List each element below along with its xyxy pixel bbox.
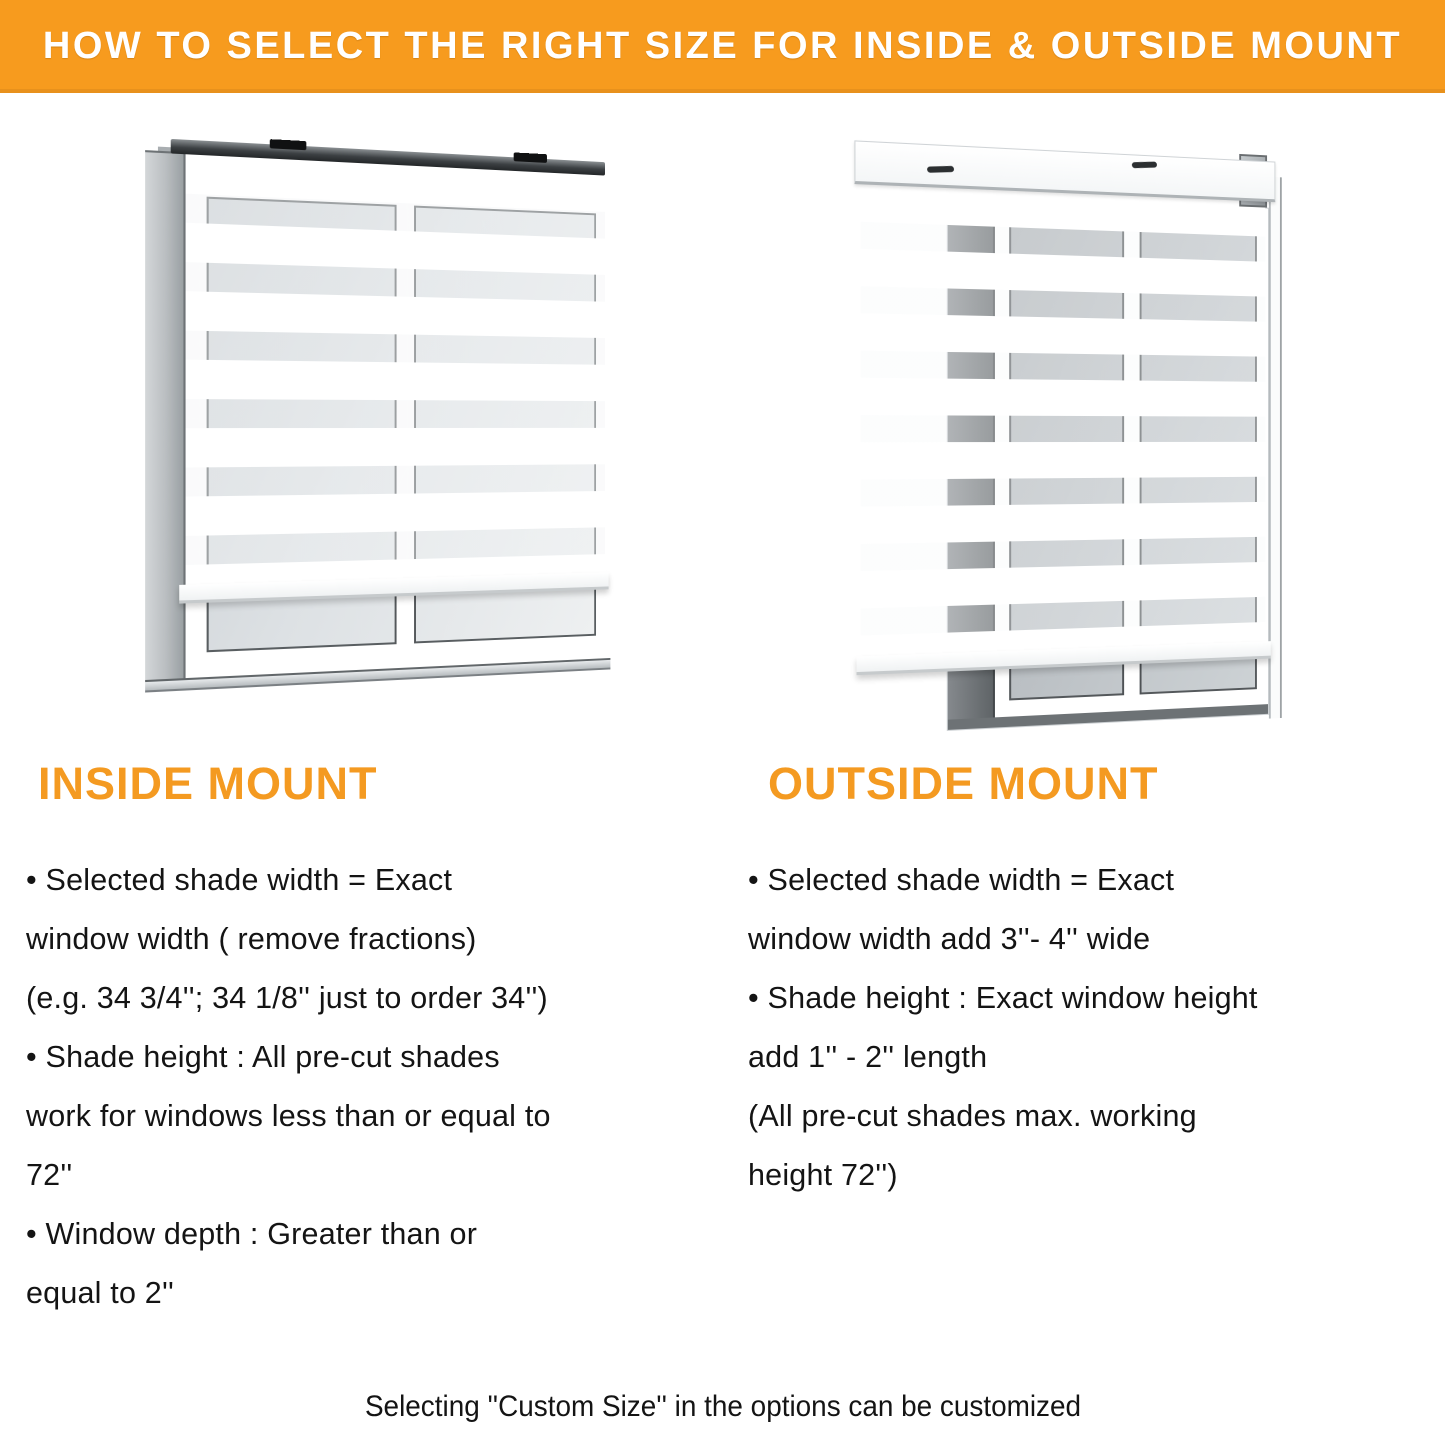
bullet-line: • Selected shade width = Exact	[26, 863, 453, 897]
inside-mount-heading: INSIDE MOUNT	[38, 758, 378, 809]
bullet-line: • Selected shade width = Exact	[748, 863, 1175, 897]
outside-mount-illustration	[854, 126, 1298, 750]
shade-fabric-stripes	[186, 154, 605, 584]
bullet-line: • Shade height : All pre-cut shades	[26, 1040, 500, 1074]
outside-mount-text	[748, 851, 1438, 1205]
screw-slot	[1132, 162, 1157, 169]
bullet-line: • Shade height : Exact window height	[748, 981, 1258, 1015]
bullet-line: 72''	[26, 1158, 73, 1192]
bullet-line: work for windows less than or equal to	[26, 1099, 551, 1133]
inside-mount-text	[26, 851, 716, 1323]
bullet-line: height 72'')	[748, 1158, 898, 1192]
custom-size-note	[0, 1390, 1445, 1424]
inside-mount-illustration	[128, 135, 605, 717]
zebra-shade	[171, 139, 605, 604]
top-banner	[0, 0, 1445, 93]
custom-size-note-text: Selecting ''Custom Size'' in the options can be customized	[364, 1390, 1081, 1423]
outside-mount-heading: OUTSIDE MOUNT	[768, 758, 1159, 809]
bullet-line: • Window depth : Greater than or	[26, 1217, 478, 1251]
mounting-clip	[514, 152, 547, 163]
shade-fabric-stripes	[861, 184, 1265, 656]
bullet-line: window width add 3''- 4'' wide	[748, 922, 1151, 956]
screw-slot	[927, 166, 954, 173]
bullet-line: (e.g. 34 3/4''; 34 1/8'' just to order 34'')	[26, 981, 548, 1015]
bullet-line: (All pre-cut shades max. working	[748, 1099, 1197, 1133]
bullet-line: window width ( remove fractions)	[26, 922, 477, 956]
banner-title: HOW TO SELECT THE RIGHT SIZE FOR INSIDE & OUTSIDE MOUNT	[42, 25, 1403, 67]
window-sill	[948, 704, 1268, 730]
bullet-line: add 1'' - 2'' length	[748, 1040, 988, 1074]
zebra-shade	[861, 184, 1265, 675]
mounting-clip	[270, 139, 307, 150]
window-right-casing	[1269, 177, 1282, 719]
window-sill	[145, 658, 610, 693]
bullet-line: equal to 2''	[26, 1276, 175, 1310]
